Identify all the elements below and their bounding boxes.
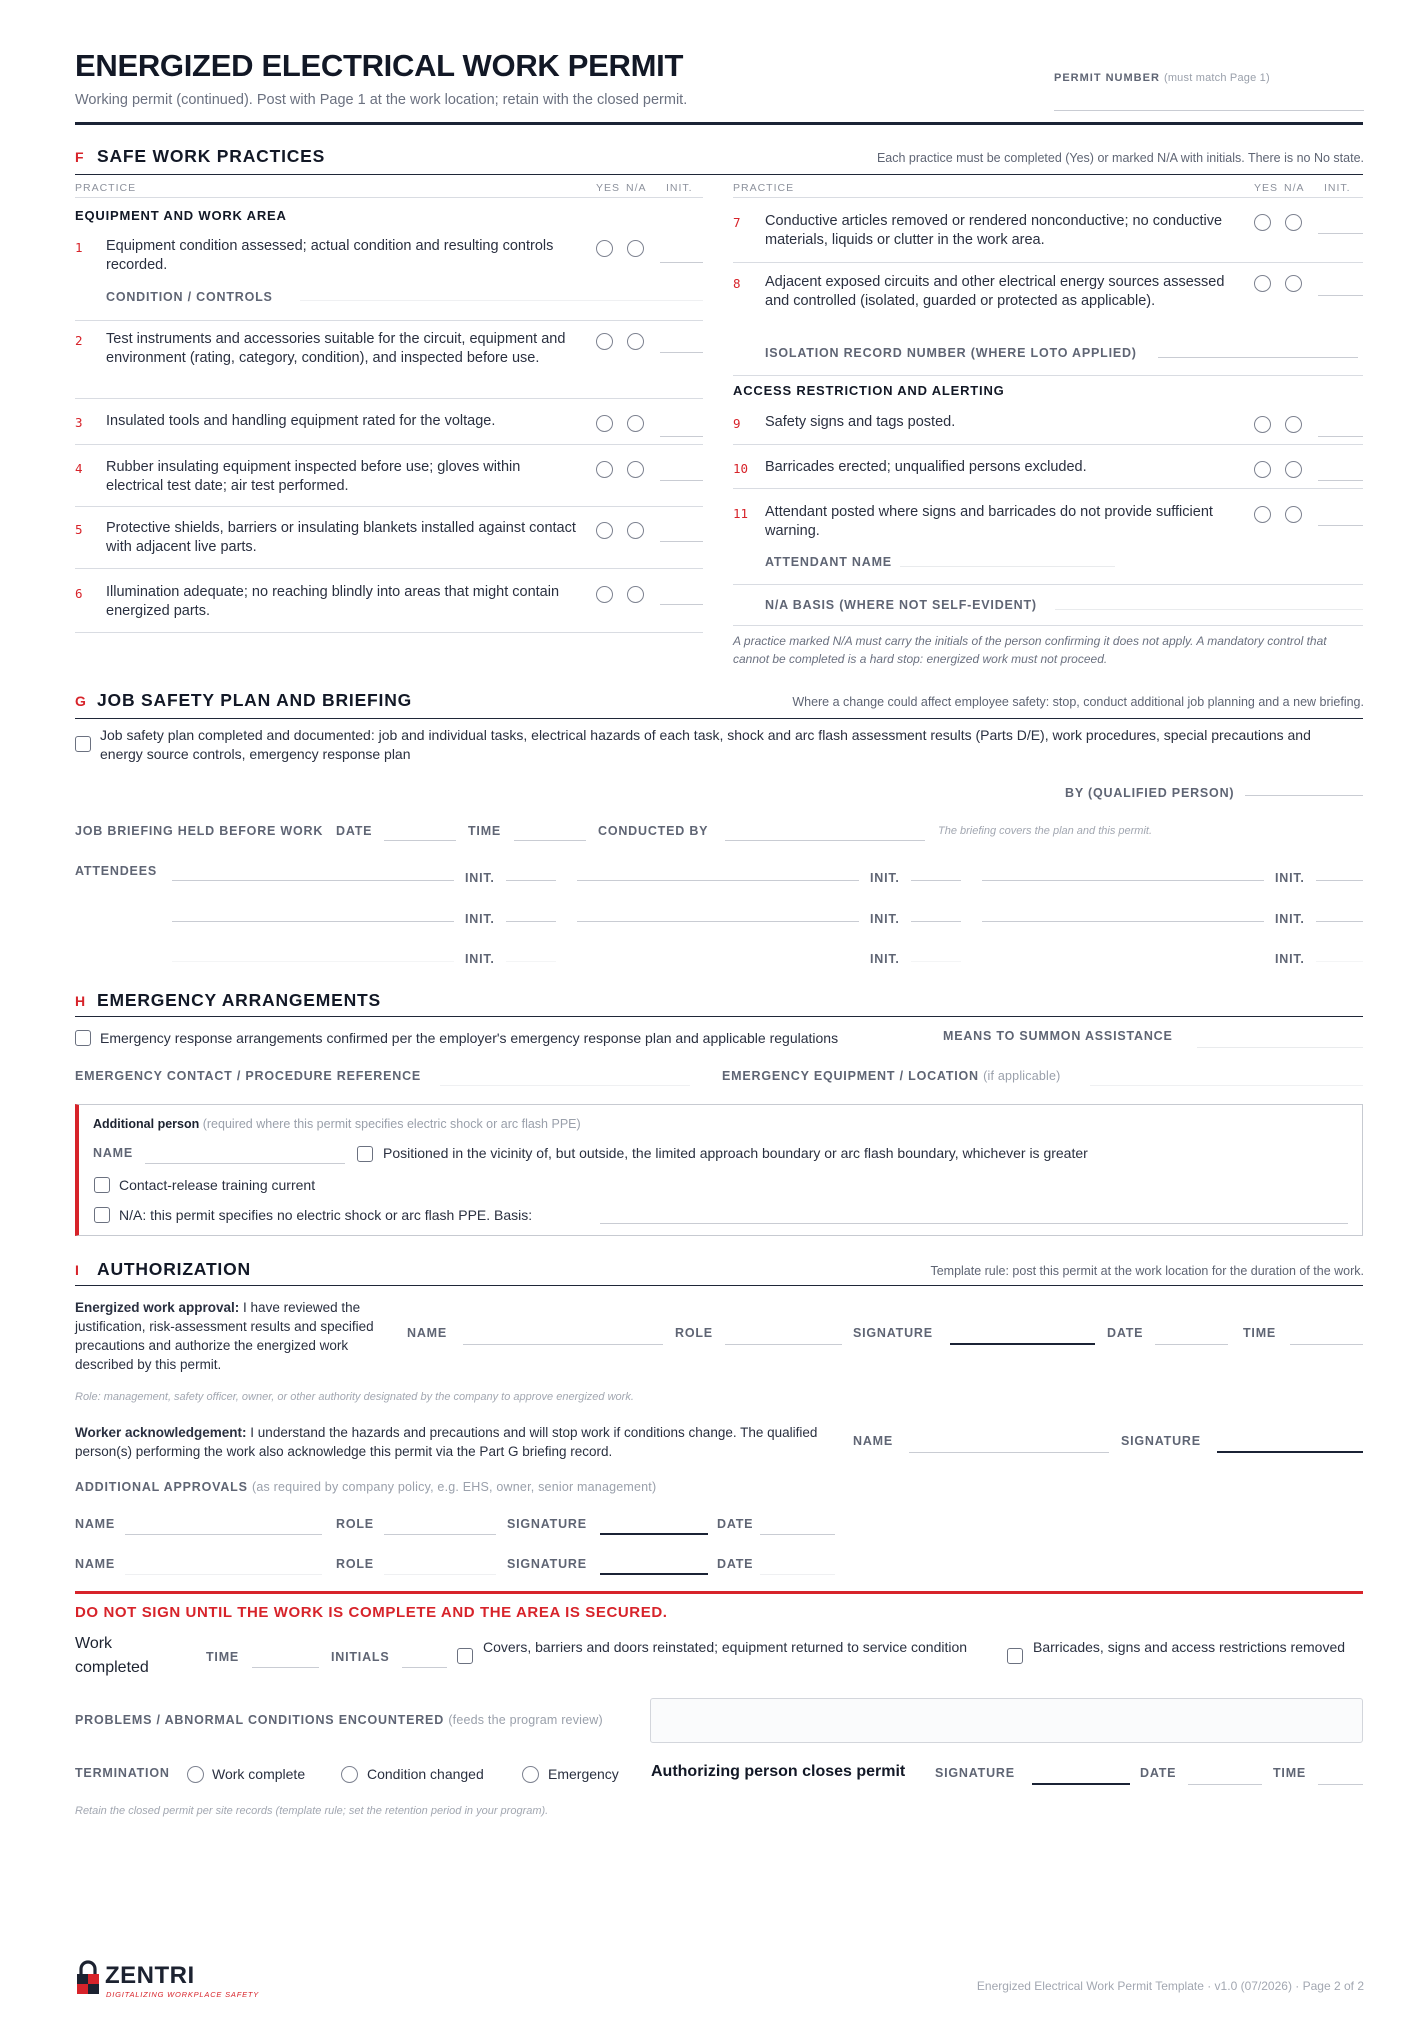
addl-signature-field[interactable] — [600, 1573, 708, 1575]
work-complete-radio[interactable] — [187, 1766, 204, 1783]
item-text: Protective shields, barriers or insulating blankets installed against contact with adjacent live parts. — [106, 520, 576, 555]
addl-role-field[interactable] — [384, 1574, 496, 1575]
condition-controls-field[interactable] — [300, 300, 703, 301]
col-practice-left: PRACTICE — [75, 182, 137, 194]
item-text: Insulated tools and handling equipment rated for the voltage. — [106, 413, 496, 429]
emergency-radio[interactable] — [522, 1766, 539, 1783]
na-radio[interactable] — [627, 586, 644, 603]
attendee-init-label: INIT. — [1275, 912, 1305, 926]
item-text: Test instruments and accessories suitable for the circuit, equipment and environment (rating, category, condition), and inspected before use. — [106, 331, 566, 366]
page-title: ENERGIZED ELECTRICAL WORK PERMIT — [75, 48, 684, 83]
na-ppe-checkbox[interactable] — [94, 1207, 110, 1223]
yes-radio[interactable] — [1254, 214, 1271, 231]
worker-signature-field[interactable] — [1217, 1451, 1363, 1453]
section-i-rule — [75, 1285, 1363, 1286]
attendant-name-field[interactable] — [900, 566, 1115, 567]
approval-name-label: NAME — [407, 1326, 448, 1340]
approval-name-field[interactable] — [463, 1344, 663, 1345]
section-g-note: Where a change could affect employee safety: stop, conduct additional job planning and a new briefing. — [792, 695, 1364, 709]
approval-time-label: TIME — [1243, 1326, 1277, 1340]
condition-changed-radio[interactable] — [341, 1766, 358, 1783]
worker-name-field[interactable] — [909, 1452, 1109, 1453]
item-num: 3 — [75, 415, 83, 430]
item-num: 1 — [75, 240, 83, 255]
row-divider — [733, 375, 1363, 376]
approval-signature-field[interactable] — [950, 1343, 1095, 1345]
addl-signature-field[interactable] — [600, 1533, 708, 1535]
close-date-field[interactable] — [1188, 1784, 1262, 1785]
init-field[interactable] — [660, 541, 703, 542]
addl-name-field[interactable] — [125, 1534, 322, 1535]
page-info: Energized Electrical Work Permit Template · v1.0 (07/2026) · Page 2 of 2 — [976, 1979, 1364, 1993]
item-num: 5 — [75, 522, 83, 537]
attendee-init-label: INIT. — [1275, 871, 1305, 885]
row-divider — [75, 632, 703, 633]
col-na-left: N/A — [626, 182, 647, 194]
page-subtitle: Working permit (continued). Post with Page 1 at the work location; retain with the closed permit. — [75, 92, 688, 108]
attendee-init-field[interactable] — [911, 961, 961, 962]
attendees-label: ATTENDEES — [75, 864, 157, 878]
attendant-name-label: ATTENDANT NAME — [765, 555, 892, 569]
col-yes-left: YES — [596, 182, 621, 194]
covers-reinstated-text: Covers, barriers and doors reinstated; equipment returned to service condition — [483, 1639, 968, 1655]
col-practice-right: PRACTICE — [733, 182, 795, 194]
col-yes-right: YES — [1254, 182, 1279, 194]
additional-person-title: Additional person (required where this permit specifies electric shock or arc flash PPE) — [93, 1117, 581, 1131]
init-field[interactable] — [660, 262, 703, 263]
emergency-equipment-label: EMERGENCY EQUIPMENT / LOCATION (if applicable) — [722, 1069, 1061, 1083]
zentri-logo-icon — [75, 1960, 101, 1996]
briefing-time-field[interactable] — [514, 840, 586, 841]
work-initials-label: INITIALS — [331, 1650, 390, 1664]
na-radio[interactable] — [1285, 214, 1302, 231]
na-radio[interactable] — [627, 240, 644, 257]
attendee-init-field[interactable] — [1316, 961, 1363, 962]
work-initials-field[interactable] — [402, 1667, 447, 1668]
role-note: Role: management, safety officer, owner, or other authority designated by the company to approve energized work. — [75, 1391, 634, 1403]
conducted-by-field[interactable] — [725, 840, 925, 841]
close-date-label: DATE — [1140, 1766, 1177, 1780]
additional-approvals-label: ADDITIONAL APPROVALS (as required by company policy, e.g. EHS, owner, senior management) — [75, 1480, 657, 1494]
section-g-title: JOB SAFETY PLAN AND BRIEFING — [97, 690, 413, 710]
retain-note: Retain the closed permit per site records (template rule; set the retention period in your program). — [75, 1805, 549, 1817]
na-ppe-text: N/A: this permit specifies no electric shock or arc flash PPE. Basis: — [119, 1207, 533, 1223]
attendee-init-field[interactable] — [911, 921, 961, 922]
by-qualified-label: BY (QUALIFIED PERSON) — [1065, 786, 1235, 800]
row-divider — [75, 444, 703, 445]
section-g-rule — [75, 718, 1363, 719]
col-header-rule-left — [75, 197, 703, 198]
section-f-title: SAFE WORK PRACTICES — [97, 146, 326, 166]
attendee-init-field[interactable] — [1316, 880, 1363, 881]
section-f-letter: F — [75, 149, 84, 165]
na-basis-label: N/A BASIS (WHERE NOT SELF-EVIDENT) — [765, 598, 1037, 612]
close-time-label: TIME — [1273, 1766, 1307, 1780]
attendee-init-label: INIT. — [870, 871, 900, 885]
na-radio[interactable] — [1285, 416, 1302, 433]
init-field[interactable] — [660, 352, 703, 353]
addl-date-field[interactable] — [760, 1574, 835, 1575]
item-text: Equipment condition assessed; actual condition and resulting controls recorded. — [106, 238, 554, 273]
barricades-removed-checkbox[interactable] — [1007, 1648, 1023, 1664]
job-safety-plan-text: Job safety plan completed and documented: job and individual tasks, electrical hazards of each task, shock and arc flash assessment results (Parts D/E), work procedures, special precautions and energy source controls, emergency response plan — [100, 727, 1311, 762]
na-radio[interactable] — [1285, 461, 1302, 478]
training-checkbox[interactable] — [94, 1177, 110, 1193]
addl-role-label: ROLE — [336, 1517, 374, 1531]
do-not-sign-banner: DO NOT SIGN UNTIL THE WORK IS COMPLETE AND THE AREA IS SECURED. — [75, 1604, 668, 1621]
conducted-by-label: CONDUCTED BY — [598, 824, 709, 838]
row-divider — [733, 584, 1363, 585]
item-num: 2 — [75, 333, 83, 348]
row-divider — [75, 568, 703, 569]
emergency-contact-field[interactable] — [440, 1085, 690, 1086]
attendee-init-field[interactable] — [506, 961, 556, 962]
yes-radio[interactable] — [596, 522, 613, 539]
item-text: Adjacent exposed circuits and other electrical energy sources assessed and controlled (isolated, guarded or protected as applicable). — [765, 274, 1225, 309]
row-divider — [75, 398, 703, 399]
na-radio[interactable] — [627, 461, 644, 478]
item-text: Safety signs and tags posted. — [765, 414, 956, 430]
attendee-init-field[interactable] — [911, 880, 961, 881]
isolation-record-label: ISOLATION RECORD NUMBER (WHERE LOTO APPLIED) — [765, 346, 1137, 360]
item-text: Rubber insulating equipment inspected before use; gloves within electrical test date; air test performed. — [106, 459, 521, 494]
barricades-removed-text: Barricades, signs and access restrictions removed — [1033, 1639, 1346, 1655]
closeout-red-rule — [75, 1591, 1363, 1594]
init-field[interactable] — [660, 436, 703, 437]
item-num: 9 — [733, 416, 741, 431]
item-num: 11 — [733, 506, 749, 521]
problems-label: PROBLEMS / ABNORMAL CONDITIONS ENCOUNTERED (feeds the program review) — [75, 1713, 603, 1727]
section-f-rule — [75, 174, 1363, 175]
by-qualified-field[interactable] — [1245, 795, 1363, 796]
addl-signature-label: SIGNATURE — [507, 1517, 587, 1531]
init-field[interactable] — [660, 604, 703, 605]
briefing-note: The briefing covers the plan and this permit. — [938, 825, 1153, 837]
worker-acknowledgement: Worker acknowledgement: I understand the hazards and precautions and will stop work if conditions change. The qualified person(s) performing the work also acknowledge this permit via the Part G briefing record. — [75, 1425, 818, 1459]
na-radio[interactable] — [1285, 275, 1302, 292]
na-radio[interactable] — [627, 333, 644, 350]
attendee-name-field[interactable] — [982, 880, 1264, 881]
row-divider — [733, 488, 1363, 489]
section-h-letter: H — [75, 993, 86, 1009]
section-i-note: Template rule: post this permit at the work location for the duration of the work. — [930, 1264, 1364, 1278]
item-num: 10 — [733, 461, 749, 476]
yes-radio[interactable] — [1254, 275, 1271, 292]
approval-date-label: DATE — [1107, 1326, 1144, 1340]
row-divider — [75, 506, 703, 507]
item-text: Barricades erected; unqualified persons excluded. — [765, 459, 1087, 475]
row-divider — [733, 444, 1363, 445]
close-signature-field[interactable] — [1032, 1783, 1130, 1785]
addl-name-label: NAME — [75, 1557, 116, 1571]
work-completed-label: Work completed — [75, 1635, 149, 1676]
header-divider — [75, 122, 1363, 125]
addl-name-field[interactable] — [125, 1574, 322, 1575]
emergency-contact-label: EMERGENCY CONTACT / PROCEDURE REFERENCE — [75, 1069, 422, 1083]
termination-label: TERMINATION — [75, 1766, 170, 1780]
approval-date-field[interactable] — [1155, 1344, 1228, 1345]
emergency-confirmed-checkbox[interactable] — [75, 1030, 91, 1046]
yes-radio[interactable] — [1254, 416, 1271, 433]
yes-radio[interactable] — [1254, 506, 1271, 523]
section-h-title: EMERGENCY ARRANGEMENTS — [97, 990, 382, 1010]
attendee-init-label: INIT. — [465, 952, 495, 966]
zentri-brand: ZENTRI — [105, 1962, 195, 1989]
addl-signature-label: SIGNATURE — [507, 1557, 587, 1571]
closes-permit-text: Authorizing person closes permit — [651, 1763, 906, 1780]
yes-radio[interactable] — [1254, 461, 1271, 478]
col-init-right: INIT. — [1324, 182, 1351, 194]
item-num: 8 — [733, 276, 741, 291]
attendee-name-field[interactable] — [982, 921, 1264, 922]
init-field[interactable] — [660, 480, 703, 481]
attendee-init-label: INIT. — [465, 912, 495, 926]
yes-radio[interactable] — [596, 240, 613, 257]
permit-number-label: PERMIT NUMBER (must match Page 1) — [1054, 72, 1270, 84]
init-field[interactable] — [1318, 233, 1363, 234]
attendee-name-field[interactable] — [172, 880, 454, 881]
attendee-init-label: INIT. — [465, 871, 495, 885]
condition-changed-option: Condition changed — [367, 1766, 484, 1782]
col-na-right: N/A — [1284, 182, 1305, 194]
emergency-equipment-field[interactable] — [1090, 1085, 1363, 1086]
approval-signature-label: SIGNATURE — [853, 1326, 933, 1340]
approval-time-field[interactable] — [1290, 1344, 1363, 1345]
yes-radio[interactable] — [596, 415, 613, 432]
training-text: Contact-release training current — [119, 1177, 316, 1193]
attendee-name-field[interactable] — [172, 961, 454, 962]
worker-name-label: NAME — [853, 1434, 894, 1448]
work-complete-option: Work complete — [212, 1766, 306, 1782]
attendee-init-label: INIT. — [1275, 952, 1305, 966]
yes-radio[interactable] — [596, 461, 613, 478]
item-text: Illumination adequate; no reaching blindly into areas that might contain energized parts. — [106, 584, 560, 619]
addl-date-field[interactable] — [760, 1534, 835, 1535]
addl-role-field[interactable] — [384, 1534, 496, 1535]
group-access: ACCESS RESTRICTION AND ALERTING — [733, 383, 1005, 398]
row-divider — [75, 320, 703, 321]
attendee-init-label: INIT. — [870, 952, 900, 966]
job-safety-plan-checkbox[interactable] — [75, 736, 91, 752]
init-field[interactable] — [1318, 480, 1363, 481]
item-text: Conductive articles removed or rendered nonconductive; no conductive materials, liquids or clutter in the work area. — [765, 213, 1223, 248]
briefing-date-field[interactable] — [384, 840, 456, 841]
item-num: 4 — [75, 461, 83, 476]
item-text: Attendant posted where signs and barricades do not provide sufficient warning. — [765, 504, 1213, 539]
section-g-letter: G — [75, 693, 86, 709]
na-radio[interactable] — [627, 522, 644, 539]
section-i-title: AUTHORIZATION — [97, 1259, 251, 1279]
zentri-tagline: DIGITALIZING WORKPLACE SAFETY — [106, 1990, 260, 1999]
col-header-rule-right — [733, 197, 1363, 198]
attendee-init-field[interactable] — [506, 921, 556, 922]
item-num: 6 — [75, 586, 83, 601]
positioned-checkbox[interactable] — [357, 1146, 373, 1162]
attendee-name-field[interactable] — [577, 921, 859, 922]
attendee-init-label: INIT. — [870, 912, 900, 926]
worker-signature-label: SIGNATURE — [1121, 1434, 1201, 1448]
attendee-name-field[interactable] — [577, 880, 859, 881]
addl-date-label: DATE — [717, 1517, 754, 1531]
means-summon-field[interactable] — [1197, 1047, 1363, 1048]
item-num: 7 — [733, 215, 741, 230]
permit-number-field[interactable] — [1054, 110, 1364, 111]
approval-statement: Energized work approval: I have reviewed the justification, risk-assessment results and specified precautions and authorize the energized work described by this permit. — [75, 1300, 374, 1372]
addl-name-label: NAME — [75, 1517, 116, 1531]
row-divider — [733, 625, 1363, 626]
attendee-init-field[interactable] — [506, 880, 556, 881]
group-equipment: EQUIPMENT AND WORK AREA — [75, 208, 287, 223]
attendee-name-field[interactable] — [172, 921, 454, 922]
isolation-record-field[interactable] — [1158, 357, 1358, 358]
na-ppe-basis-field[interactable] — [600, 1223, 1348, 1224]
emergency-confirmed-text: Emergency response arrangements confirmed per the employer's emergency response plan and applicable regulations — [100, 1030, 839, 1046]
addl-role-label: ROLE — [336, 1557, 374, 1571]
addl-date-label: DATE — [717, 1557, 754, 1571]
briefing-date-label: DATE — [336, 824, 373, 838]
init-field[interactable] — [1318, 436, 1363, 437]
briefing-time-label: TIME — [468, 824, 502, 838]
na-basis-field[interactable] — [1055, 609, 1363, 610]
close-time-field[interactable] — [1318, 1784, 1363, 1785]
emergency-option: Emergency — [548, 1766, 619, 1782]
init-field[interactable] — [1318, 525, 1363, 526]
close-signature-label: SIGNATURE — [935, 1766, 1015, 1780]
init-field[interactable] — [1318, 295, 1363, 296]
problems-field[interactable] — [650, 1698, 1363, 1743]
condition-controls-label: CONDITION / CONTROLS — [106, 290, 273, 304]
means-summon-label: MEANS TO SUMMON ASSISTANCE — [943, 1029, 1173, 1043]
section-h-rule — [75, 1016, 1363, 1017]
job-briefing-label: JOB BRIEFING HELD BEFORE WORK — [75, 824, 324, 838]
work-time-label: TIME — [206, 1650, 240, 1664]
na-radio[interactable] — [1285, 506, 1302, 523]
section-f-note: Each practice must be completed (Yes) or marked N/A with initials. There is no No state. — [876, 151, 1364, 165]
yes-radio[interactable] — [596, 586, 613, 603]
section-f-footnote: A practice marked N/A must carry the initials of the person confirming it does not apply. A mandatory control that cannot be completed is a hard stop: energized work must not proceed. — [733, 634, 1327, 666]
work-time-field[interactable] — [252, 1667, 319, 1668]
yes-radio[interactable] — [596, 333, 613, 350]
approval-role-label: ROLE — [675, 1326, 713, 1340]
na-radio[interactable] — [627, 415, 644, 432]
covers-reinstated-checkbox[interactable] — [457, 1648, 473, 1664]
col-init-left: INIT. — [666, 182, 693, 194]
attendee-init-field[interactable] — [1316, 921, 1363, 922]
approval-role-field[interactable] — [725, 1344, 842, 1345]
section-i-letter: I — [75, 1262, 79, 1278]
additional-name-label: NAME — [93, 1146, 134, 1160]
additional-name-field[interactable] — [145, 1163, 345, 1164]
positioned-text: Positioned in the vicinity of, but outside, the limited approach boundary or arc flash boundary, whichever is greater — [383, 1145, 1088, 1161]
row-divider — [733, 262, 1363, 263]
